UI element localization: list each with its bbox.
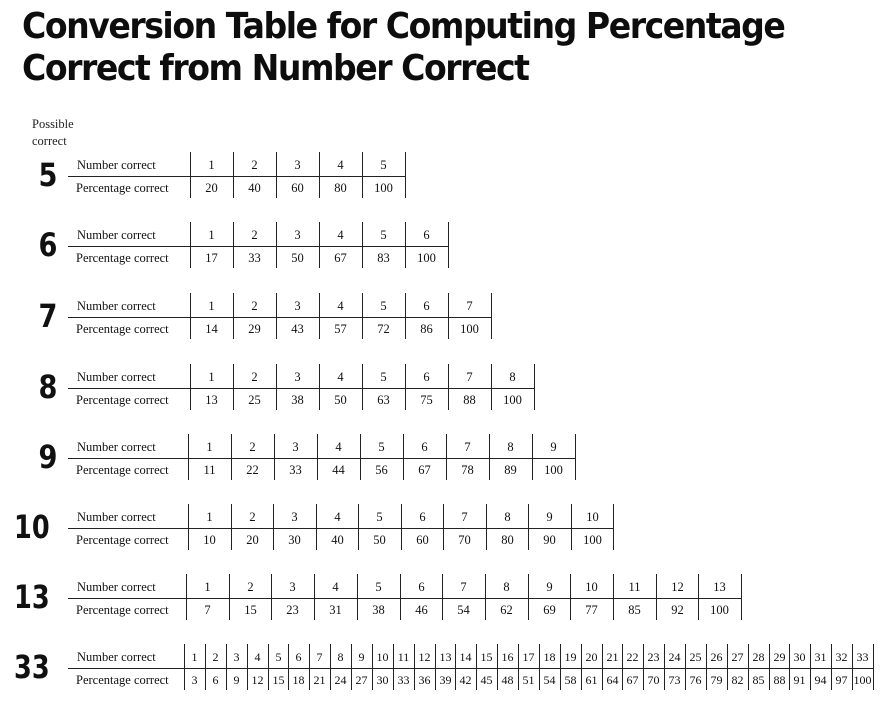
table-possible-9	[0, 434, 889, 484]
percentage-correct-cell: 43	[291, 322, 304, 336]
possible-correct-value: 5	[38, 156, 58, 194]
number-correct-cell: 5	[380, 370, 387, 384]
number-correct-cell: 3	[294, 158, 301, 172]
percentage-correct-cell: 18	[292, 673, 305, 687]
number-correct-cell: 5	[380, 158, 387, 172]
number-correct-cell: 1	[208, 299, 215, 313]
table-possible-33	[0, 644, 889, 694]
number-correct-cell: 5	[376, 510, 383, 524]
percentage-correct-cell: 15	[244, 603, 257, 617]
number-correct-cell: 20	[585, 650, 598, 664]
number-correct-label: Number correct	[77, 228, 156, 242]
number-correct-cell: 25	[689, 650, 702, 664]
percentage-correct-cell: 60	[416, 533, 429, 547]
percentage-correct-cell: 20	[246, 533, 259, 547]
number-correct-cell: 16	[501, 650, 514, 664]
number-correct-cell: 8	[503, 580, 510, 594]
number-correct-cell: 1	[191, 650, 198, 664]
table-divider	[68, 458, 575, 459]
percentage-correct-cell: 42	[459, 673, 472, 687]
percentage-correct-cell: 3	[191, 673, 198, 687]
column-divider	[741, 574, 742, 620]
percentage-correct-cell: 48	[501, 673, 514, 687]
number-correct-cell: 17	[522, 650, 535, 664]
number-correct-cell: 6	[423, 228, 430, 242]
percentage-correct-cell: 63	[377, 393, 390, 407]
number-correct-cell: 19	[564, 650, 577, 664]
percentage-correct-cell: 54	[543, 673, 556, 687]
percentage-correct-cell: 61	[585, 673, 598, 687]
number-correct-cell: 31	[814, 650, 827, 664]
number-correct-cell: 6	[418, 580, 425, 594]
number-correct-cell: 7	[461, 510, 468, 524]
title-line-1: Conversion Table for Computing Percentage	[22, 6, 785, 47]
percentage-correct-cell: 69	[543, 603, 556, 617]
percentage-correct-cell: 100	[417, 251, 436, 265]
percentage-correct-cell: 70	[458, 533, 471, 547]
percentage-correct-label: Percentage correct	[76, 251, 169, 265]
number-correct-cell: 33	[856, 650, 869, 664]
number-correct-cell: 5	[375, 580, 382, 594]
percentage-correct-cell: 14	[205, 322, 218, 336]
number-correct-cell: 12	[671, 580, 684, 594]
table-possible-8	[0, 364, 889, 414]
percentage-correct-cell: 91	[793, 673, 806, 687]
percentage-correct-cell: 88	[463, 393, 476, 407]
title-line-2: Correct from Number Correct	[22, 48, 529, 89]
number-correct-label: Number correct	[77, 510, 156, 524]
number-correct-label: Number correct	[77, 370, 156, 384]
percentage-correct-cell: 79	[710, 673, 723, 687]
number-correct-cell: 24	[668, 650, 681, 664]
number-correct-cell: 3	[233, 650, 240, 664]
percentage-correct-cell: 80	[501, 533, 514, 547]
percentage-correct-cell: 36	[418, 673, 431, 687]
percentage-correct-cell: 10	[203, 533, 216, 547]
number-correct-cell: 21	[606, 650, 619, 664]
percentage-correct-cell: 11	[203, 463, 216, 477]
number-correct-cell: 4	[332, 580, 339, 594]
number-correct-cell: 4	[337, 228, 344, 242]
percentage-correct-cell: 25	[248, 393, 261, 407]
number-correct-cell: 7	[316, 650, 323, 664]
number-correct-label: Number correct	[77, 580, 156, 594]
number-correct-cell: 11	[397, 650, 410, 664]
number-correct-cell: 23	[647, 650, 660, 664]
number-correct-cell: 22	[626, 650, 639, 664]
number-correct-cell: 9	[358, 650, 365, 664]
number-correct-cell: 3	[294, 299, 301, 313]
percentage-correct-cell: 72	[377, 322, 390, 336]
number-correct-cell: 6	[295, 650, 302, 664]
percentage-correct-cell: 23	[286, 603, 299, 617]
number-correct-cell: 3	[289, 580, 296, 594]
percentage-correct-cell: 50	[373, 533, 386, 547]
percentage-correct-cell: 60	[291, 181, 304, 195]
percentage-correct-cell: 92	[671, 603, 684, 617]
table-possible-7	[0, 293, 889, 343]
number-correct-cell: 11	[628, 580, 641, 594]
percentage-correct-cell: 89	[504, 463, 517, 477]
number-correct-cell: 26	[710, 650, 723, 664]
number-correct-cell: 6	[423, 299, 430, 313]
number-correct-cell: 10	[586, 510, 599, 524]
percentage-correct-cell: 90	[543, 533, 556, 547]
number-correct-cell: 13	[713, 580, 726, 594]
percentage-correct-cell: 100	[544, 463, 563, 477]
page-title	[22, 6, 784, 90]
column-divider	[873, 644, 874, 690]
percentage-correct-cell: 50	[291, 251, 304, 265]
table-divider	[68, 246, 448, 247]
number-correct-label: Number correct	[77, 650, 156, 664]
possible-correct-value: 9	[38, 438, 58, 476]
number-correct-cell: 9	[550, 440, 557, 454]
percentage-correct-cell: 78	[461, 463, 474, 477]
percentage-correct-label: Percentage correct	[76, 322, 169, 336]
number-correct-cell: 10	[376, 650, 389, 664]
column-divider	[448, 222, 449, 268]
number-correct-cell: 8	[509, 370, 516, 384]
percentage-correct-cell: 17	[205, 251, 218, 265]
number-correct-cell: 9	[546, 580, 553, 594]
number-correct-cell: 4	[335, 440, 342, 454]
percentage-correct-cell: 38	[291, 393, 304, 407]
percentage-correct-cell: 75	[420, 393, 433, 407]
percentage-correct-cell: 22	[246, 463, 259, 477]
number-correct-cell: 29	[773, 650, 786, 664]
percentage-correct-label: Percentage correct	[76, 673, 169, 687]
number-correct-cell: 7	[466, 370, 473, 384]
percentage-correct-cell: 100	[460, 322, 479, 336]
percentage-correct-cell: 100	[853, 673, 872, 687]
column-divider	[491, 293, 492, 339]
table-possible-13	[0, 574, 889, 624]
number-correct-cell: 1	[206, 510, 213, 524]
percentage-correct-cell: 54	[457, 603, 470, 617]
table-possible-6	[0, 222, 889, 272]
number-correct-cell: 4	[337, 158, 344, 172]
number-correct-cell: 7	[460, 580, 467, 594]
number-correct-cell: 3	[291, 510, 298, 524]
percentage-correct-label: Percentage correct	[76, 181, 169, 195]
number-correct-label: Number correct	[77, 440, 156, 454]
number-correct-cell: 2	[251, 370, 258, 384]
number-correct-cell: 6	[421, 440, 428, 454]
percentage-correct-cell: 40	[248, 181, 261, 195]
number-correct-cell: 8	[507, 440, 514, 454]
number-correct-cell: 1	[206, 440, 213, 454]
number-correct-cell: 4	[337, 370, 344, 384]
percentage-correct-cell: 39	[439, 673, 452, 687]
number-correct-cell: 18	[543, 650, 556, 664]
table-divider	[68, 668, 873, 669]
number-correct-cell: 32	[835, 650, 848, 664]
percentage-correct-cell: 64	[606, 673, 619, 687]
table-divider	[68, 598, 741, 599]
percentage-correct-cell: 31	[329, 603, 342, 617]
percentage-correct-cell: 45	[480, 673, 493, 687]
percentage-correct-cell: 29	[248, 322, 261, 336]
number-correct-cell: 2	[249, 440, 256, 454]
percentage-correct-cell: 33	[397, 673, 410, 687]
number-correct-cell: 14	[459, 650, 472, 664]
percentage-correct-cell: 46	[415, 603, 428, 617]
column-divider	[405, 152, 406, 198]
percentage-correct-cell: 27	[355, 673, 368, 687]
percentage-correct-cell: 7	[204, 603, 211, 617]
percentage-correct-cell: 82	[731, 673, 744, 687]
percentage-correct-cell: 50	[334, 393, 347, 407]
number-correct-cell: 1	[208, 158, 215, 172]
percentage-correct-cell: 21	[313, 673, 326, 687]
percentage-correct-cell: 77	[585, 603, 598, 617]
percentage-correct-cell: 38	[372, 603, 385, 617]
percentage-correct-cell: 86	[420, 322, 433, 336]
percentage-correct-cell: 67	[626, 673, 639, 687]
possible-correct-value: 33	[14, 648, 50, 686]
possible-correct-label: Possible correct	[32, 117, 74, 148]
percentage-correct-cell: 20	[205, 181, 218, 195]
percentage-correct-cell: 83	[377, 251, 390, 265]
percentage-correct-cell: 33	[289, 463, 302, 477]
percentage-correct-cell: 51	[522, 673, 535, 687]
percentage-correct-cell: 58	[564, 673, 577, 687]
percentage-correct-cell: 85	[628, 603, 641, 617]
number-correct-cell: 10	[585, 580, 598, 594]
possible-correct-value: 6	[38, 226, 58, 264]
percentage-correct-cell: 62	[500, 603, 513, 617]
table-divider	[68, 388, 534, 389]
number-correct-cell: 5	[380, 299, 387, 313]
percentage-correct-cell: 73	[668, 673, 681, 687]
percentage-correct-cell: 12	[251, 673, 264, 687]
table-divider	[68, 176, 405, 177]
percentage-correct-cell: 100	[374, 181, 393, 195]
number-correct-cell: 2	[251, 228, 258, 242]
number-correct-cell: 7	[464, 440, 471, 454]
number-correct-cell: 15	[480, 650, 493, 664]
percentage-correct-cell: 85	[752, 673, 765, 687]
number-correct-cell: 1	[204, 580, 211, 594]
percentage-correct-cell: 24	[334, 673, 347, 687]
percentage-correct-cell: 100	[583, 533, 602, 547]
percentage-correct-cell: 33	[248, 251, 261, 265]
number-correct-cell: 30	[793, 650, 806, 664]
possible-correct-value: 13	[14, 578, 50, 616]
percentage-correct-cell: 97	[835, 673, 848, 687]
percentage-correct-cell: 76	[689, 673, 702, 687]
percentage-correct-label: Percentage correct	[76, 463, 169, 477]
number-correct-cell: 1	[208, 370, 215, 384]
percentage-correct-label: Percentage correct	[76, 533, 169, 547]
number-correct-cell: 3	[294, 370, 301, 384]
number-correct-cell: 2	[251, 158, 258, 172]
percentage-correct-cell: 44	[332, 463, 345, 477]
possible-correct-value: 7	[38, 297, 58, 335]
number-correct-cell: 9	[546, 510, 553, 524]
percentage-correct-cell: 57	[334, 322, 347, 336]
percentage-correct-cell: 70	[647, 673, 660, 687]
number-correct-cell: 7	[466, 299, 473, 313]
number-correct-cell: 5	[275, 650, 282, 664]
number-correct-cell: 2	[247, 580, 254, 594]
number-correct-cell: 2	[251, 299, 258, 313]
column-divider	[575, 434, 576, 480]
percentage-correct-cell: 6	[212, 673, 219, 687]
table-divider	[68, 528, 613, 529]
percentage-correct-cell: 100	[503, 393, 522, 407]
percentage-correct-cell: 56	[375, 463, 388, 477]
number-correct-cell: 4	[337, 299, 344, 313]
percentage-correct-cell: 15	[272, 673, 285, 687]
percentage-correct-cell: 88	[773, 673, 786, 687]
number-correct-cell: 12	[418, 650, 431, 664]
number-correct-cell: 2	[212, 650, 219, 664]
percentage-correct-cell: 80	[334, 181, 347, 195]
number-correct-cell: 28	[752, 650, 765, 664]
percentage-correct-cell: 30	[376, 673, 389, 687]
number-correct-label: Number correct	[77, 299, 156, 313]
number-correct-cell: 5	[380, 228, 387, 242]
table-possible-10	[0, 504, 889, 554]
number-correct-cell: 2	[249, 510, 256, 524]
number-correct-cell: 8	[337, 650, 344, 664]
column-divider	[534, 364, 535, 410]
number-correct-cell: 13	[439, 650, 452, 664]
percentage-correct-cell: 40	[331, 533, 344, 547]
percentage-correct-label: Percentage correct	[76, 603, 169, 617]
table-divider	[68, 317, 491, 318]
percentage-correct-cell: 30	[288, 533, 301, 547]
percentage-correct-cell: 13	[205, 393, 218, 407]
table-possible-5	[0, 152, 889, 202]
number-correct-cell: 4	[334, 510, 341, 524]
possible-correct-value: 8	[38, 368, 58, 406]
percentage-correct-cell: 9	[233, 673, 240, 687]
percentage-correct-cell: 100	[710, 603, 729, 617]
possible-correct-value: 10	[14, 508, 50, 546]
number-correct-cell: 3	[294, 228, 301, 242]
number-correct-cell: 8	[504, 510, 511, 524]
number-correct-cell: 4	[254, 650, 261, 664]
percentage-correct-cell: 67	[418, 463, 431, 477]
number-correct-cell: 1	[208, 228, 215, 242]
percentage-correct-cell: 94	[814, 673, 827, 687]
number-correct-cell: 3	[292, 440, 299, 454]
number-correct-cell: 27	[731, 650, 744, 664]
percentage-correct-cell: 67	[334, 251, 347, 265]
number-correct-cell: 5	[378, 440, 385, 454]
percentage-correct-label: Percentage correct	[76, 393, 169, 407]
number-correct-label: Number correct	[77, 158, 156, 172]
number-correct-cell: 6	[419, 510, 426, 524]
number-correct-cell: 6	[423, 370, 430, 384]
